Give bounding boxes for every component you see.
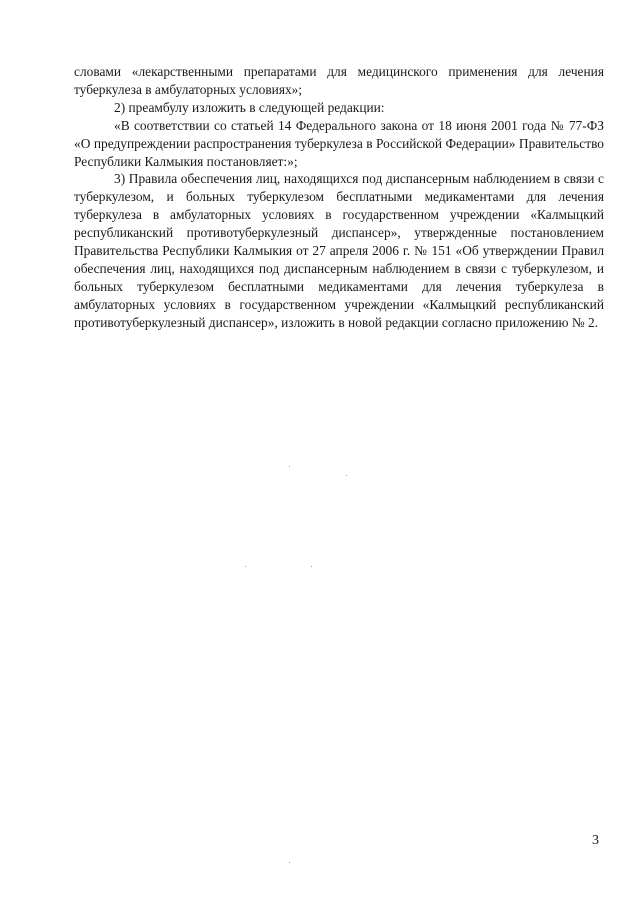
paragraph-preamble-text: «В соответствии со статьей 14 Федерального закона от 18 июня 2001 года № 77-ФЗ «О предупреждении распространения туберкулеза в Российской Федерации» Правительство Республики Калмыкия постановляет:»; [74,117,604,169]
scan-speck [346,475,347,476]
paragraph-item-3: 3) Правила обеспечения лиц, находящихся под диспансерным наблюдением в связи с туберкулезом, и больных туберкулезом бесплатными медикаментами для лечения туберкулеза в амбулаторных условиях в государственном учреждении «Калмыцкий республиканский противотуберкулезный диспансер», утвержденные постановлением Правительства Республики Калмыкия от 27 апреля 2006 г. № 151 «Об утверждении Правил обеспечения лиц, находящихся под диспансерным наблюдением в связи с туберкулезом, и больных туберкулезом бесплатными медикаментами для лечения туберкулеза в амбулаторных условиях в государственном учреждении «Калмыцкий республиканский противотуберкулезный диспансер», изложить в новой редакции согласно приложению № 2. [74,171,604,330]
scan-speck [289,862,290,863]
document-body [74,63,604,332]
paragraph-item-2: 2) преамбулу изложить в следующей редакции: [114,99,385,115]
scan-speck [289,466,290,467]
scan-speck [245,566,246,567]
page-number: 3 [592,833,599,848]
scan-speck [311,566,312,567]
paragraph-continuation: словами «лекарственными препаратами для медицинского применения для лечения туберкулеза в амбулаторных условиях»; [74,64,604,97]
